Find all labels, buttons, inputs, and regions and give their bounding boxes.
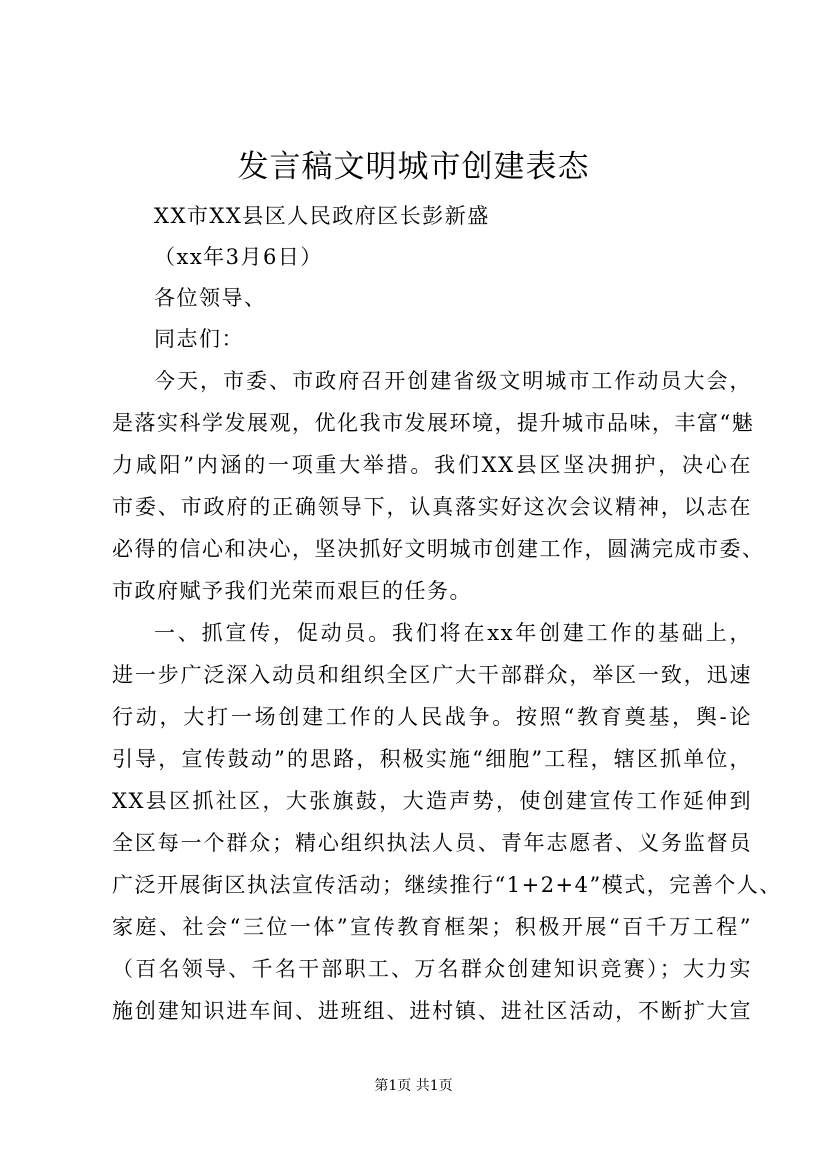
paragraph-line: 一、抓宣传，促动员。我们将在xx年创建工作的基础上， (154, 621, 752, 645)
paragraph-line: XX县区抓社区，大张旗鼓，大造声势，使创建宣传工作延伸到 (112, 789, 752, 813)
paragraph-line: 广泛开展街区执法宣传活动；继续推行“1+2+4”模式，完善个人、 (112, 873, 782, 897)
paragraph-line: 进一步广泛深入动员和组织全区广大干部群众，举区一致，迅速 (112, 663, 752, 687)
paragraph-line: （百名领导、千名干部职工、万名群众创建知识竞赛）；大力实 (112, 957, 752, 981)
date-line: （xx年3月6日） (154, 245, 323, 269)
paragraph-line: 行动，大打一场创建工作的人民战争。按照“教育奠基，舆-论 (112, 705, 752, 729)
author-line: XX市XX县区人民政府区长彭新盛 (154, 204, 490, 228)
page-footer: 第1页 共1页 (374, 1078, 453, 1094)
paragraph-line: 市委、市政府的正确领导下，认真落实好这次会议精神，以志在 (112, 495, 752, 519)
paragraph-line: 施创建知识进车间、进班组、进村镇、进社区活动，不断扩大宣 (112, 999, 752, 1023)
paragraph-line: 是落实科学发展观，优化我市发展环境，提升城市品味，丰富“魅 (112, 411, 755, 435)
paragraph-line: 家庭、社会“三位一体”宣传教育框架；积极开展“百千万工程” (112, 915, 752, 939)
salutation-leaders: 各位领导、 (154, 286, 267, 310)
paragraph-line: 市政府赋予我们光荣而艰巨的任务。 (112, 579, 472, 603)
paragraph-line: 今天，市委、市政府召开创建省级文明城市工作动员大会， (154, 369, 752, 393)
paragraph-line: 引导，宣传鼓动”的思路，积极实施“细胞”工程，辖区抓单位， (112, 747, 752, 771)
paragraph-line: 全区每一个群众；精心组织执法人员、青年志愿者、义务监督员 (112, 831, 752, 855)
salutation-comrades: 同志们： (154, 327, 244, 351)
paragraph-line: 力咸阳”内涵的一项重大举措。我们XX县区坚决拥护，决心在 (112, 453, 752, 477)
paragraph-line: 必得的信心和决心，坚决抓好文明城市创建工作，圆满完成市委、 (112, 537, 765, 561)
document-title: 发言稿文明城市创建表态 (237, 149, 590, 185)
